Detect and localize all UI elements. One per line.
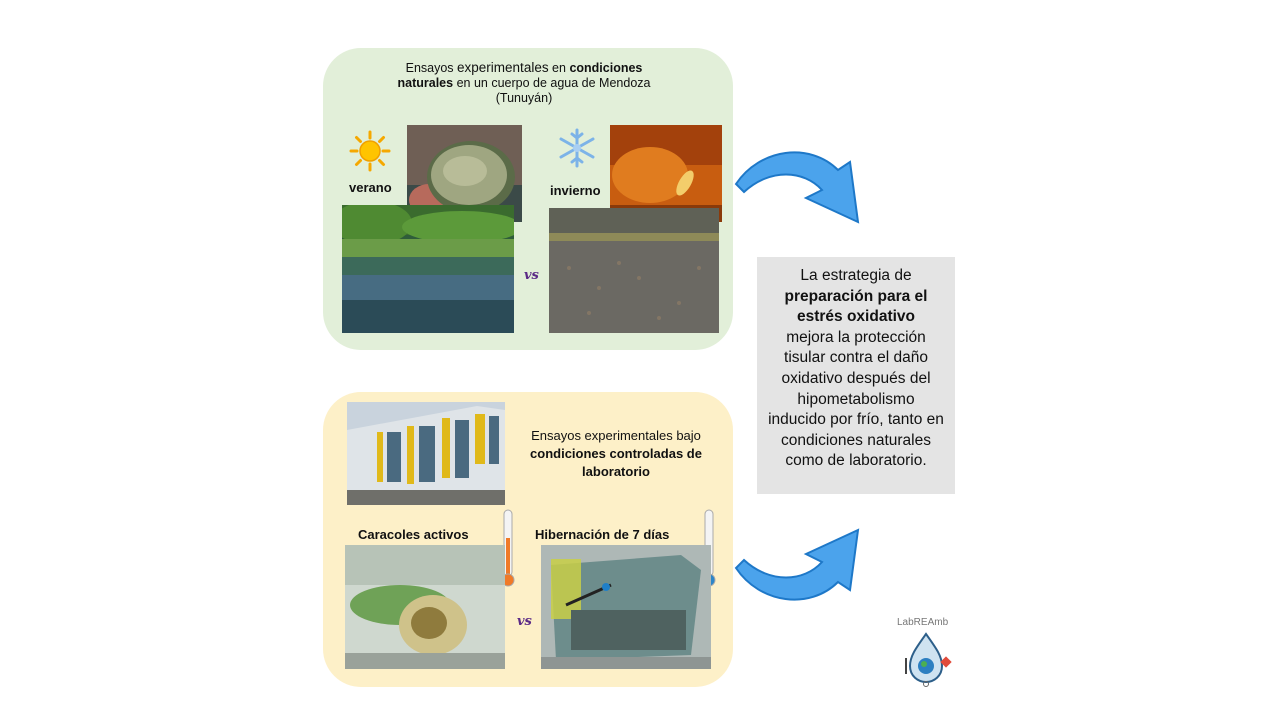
title-bold1: condiciones xyxy=(569,61,643,75)
lab-building-photo xyxy=(347,402,505,505)
winter-lake-photo xyxy=(549,208,719,333)
conclusion-bold: preparación para el estrés oxidativo xyxy=(784,287,928,326)
hibernation-label: Hibernación de 7 días xyxy=(535,527,670,542)
summer-lake-photo xyxy=(342,205,514,333)
title-rest: en un cuerpo de agua de Mendoza xyxy=(453,76,651,90)
lab-logo-icon xyxy=(902,630,956,688)
natural-conditions-title xyxy=(383,60,665,106)
title-mid1: experimentales xyxy=(457,60,549,75)
summer-label: verano xyxy=(349,180,392,195)
conclusion-box xyxy=(757,257,955,494)
arrow-down-right-icon xyxy=(730,140,870,240)
vs-label-top: vs xyxy=(524,268,539,283)
arrow-up-right-icon xyxy=(730,512,870,612)
active-snails-label: Caracoles activos xyxy=(358,527,469,542)
vs-label-bottom: vs xyxy=(517,614,532,629)
lab-title-line1: Ensayos experimentales bajo xyxy=(531,428,701,443)
lab-logo-text: LabREAmb xyxy=(897,617,949,628)
lab-conditions-title xyxy=(515,427,717,481)
active-snail-photo xyxy=(345,545,505,669)
winter-label: invierno xyxy=(550,183,601,198)
lab-title-bold: condiciones controladas de laboratorio xyxy=(530,446,702,479)
conclusion-intro: La estrategia de xyxy=(800,267,912,284)
snowflake-icon xyxy=(557,127,597,169)
title-line3: (Tunuyán) xyxy=(495,91,553,105)
hibernation-aquarium-photo xyxy=(541,545,711,669)
conclusion-rest: mejora la protección tisular contra el daño oxidativo después del hipometabolismo inducido por frío, tanto en condiciones naturales como de laboratorio. xyxy=(768,328,944,470)
title-prefix: Ensayos xyxy=(405,61,458,75)
sun-icon xyxy=(349,130,391,172)
title-mid2: en xyxy=(548,61,570,75)
title-bold2: naturales xyxy=(397,76,454,90)
